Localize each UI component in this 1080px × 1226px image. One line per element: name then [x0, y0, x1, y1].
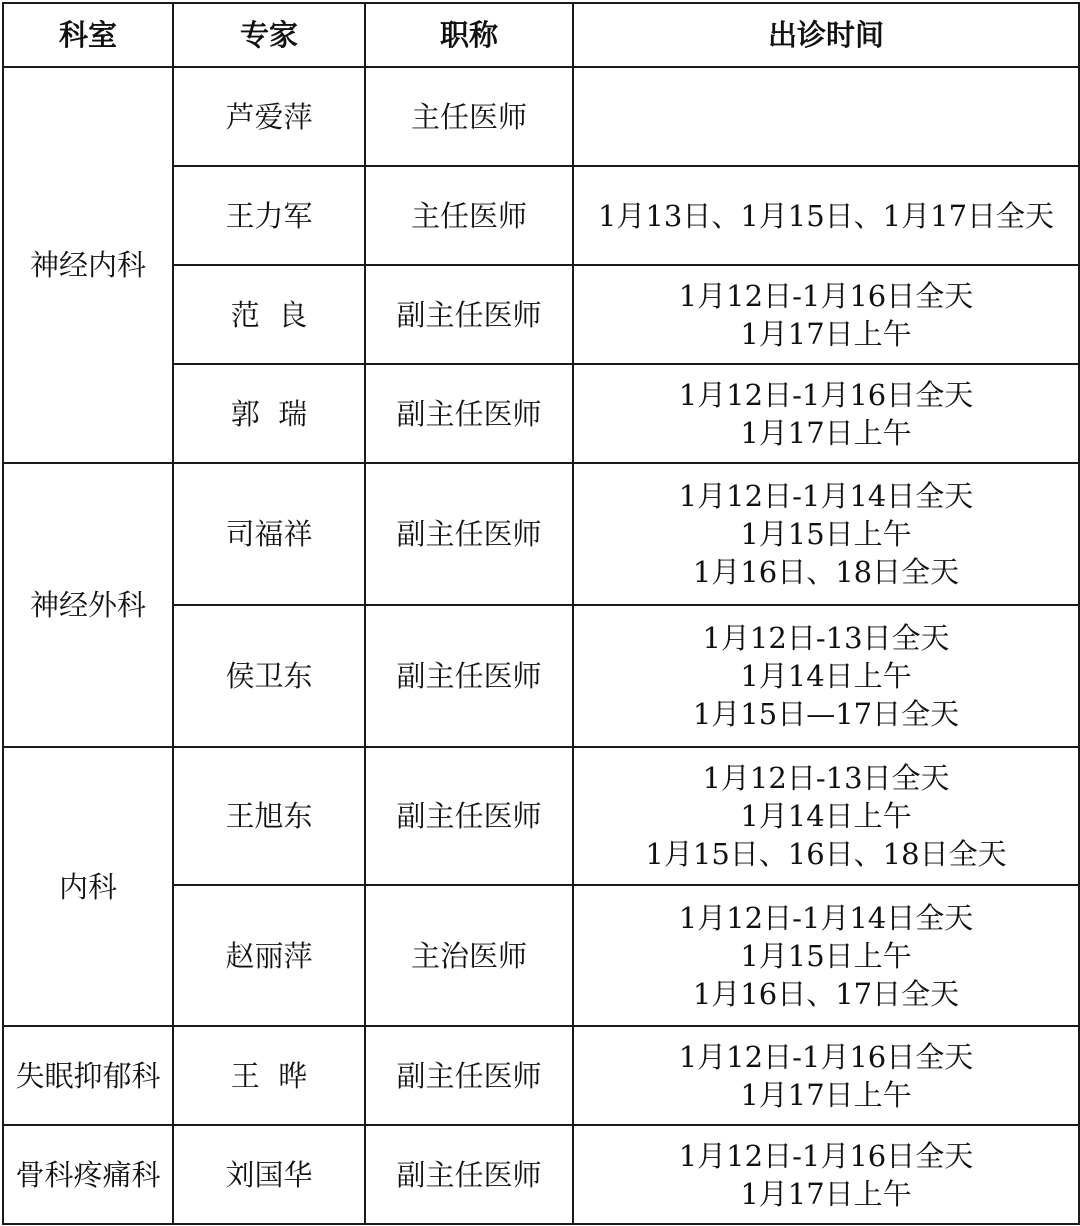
schedule-cell [573, 67, 1079, 166]
header-schedule: 出诊时间 [573, 3, 1079, 67]
department-cell: 失眠抑郁科 [3, 1026, 173, 1125]
table-row [3, 1125, 1079, 1224]
schedule-cell [573, 885, 1079, 1026]
expert-cell: 刘国华 [173, 1125, 365, 1224]
department-cell: 神经内科 [3, 67, 173, 463]
schedule-line: 1月17日上午 [740, 1176, 912, 1211]
schedule-line: 1月12日-1月14日全天 [678, 479, 974, 513]
table-row [3, 463, 1079, 605]
title-cell: 副主任医师 [365, 265, 573, 364]
header-expert: 专家 [173, 3, 365, 67]
header-department: 科室 [3, 3, 173, 67]
table-row [3, 67, 1079, 166]
expert-cell: 王 晔 [173, 1026, 365, 1125]
schedule-line: 1月16日、17日全天 [692, 976, 960, 1011]
schedule-line: 1月17日上午 [740, 415, 912, 450]
schedule-cell [573, 1125, 1079, 1224]
schedule-cell [573, 463, 1079, 605]
title-cell: 副主任医师 [365, 364, 573, 463]
schedule-line: 1月12日-1月16日全天 [678, 1039, 974, 1074]
title-cell: 副主任医师 [365, 747, 573, 885]
schedule-line: 1月12日-1月16日全天 [678, 278, 974, 313]
schedule-line: 1月15日上午 [740, 938, 912, 973]
schedule-line: 1月13日、1月15日、1月17日全天 [597, 198, 1055, 233]
schedule-line: 1月15日上午 [740, 517, 912, 551]
schedule-line: 1月16日、18日全天 [692, 555, 960, 589]
doctor-schedule-table [2, 2, 1080, 1225]
schedule-line: 1月12日-13日全天 [702, 621, 950, 655]
header-row [3, 3, 1079, 67]
table-row [3, 1026, 1079, 1125]
expert-cell: 王力军 [173, 166, 365, 265]
schedule-line: 1月14日上午 [740, 659, 912, 693]
schedule-line: 1月15日、16日、18日全天 [645, 837, 1007, 871]
schedule-line: 1月12日-1月14日全天 [678, 900, 974, 935]
schedule-line: 1月12日-1月16日全天 [678, 377, 974, 412]
schedule-cell [573, 364, 1079, 463]
header-title: 职称 [365, 3, 573, 67]
schedule-line: 1月15日—17日全天 [692, 697, 960, 731]
expert-cell: 赵丽萍 [173, 885, 365, 1026]
table-row [3, 747, 1079, 885]
expert-cell: 侯卫东 [173, 605, 365, 747]
expert-cell: 王旭东 [173, 747, 365, 885]
title-cell: 副主任医师 [365, 1026, 573, 1125]
expert-cell: 郭 瑞 [173, 364, 365, 463]
title-cell: 主治医师 [365, 885, 573, 1026]
expert-cell: 司福祥 [173, 463, 365, 605]
title-cell: 副主任医师 [365, 1125, 573, 1224]
schedule-line: 1月17日上午 [740, 1077, 912, 1112]
schedule-line: 1月17日上午 [740, 316, 912, 351]
title-cell: 主任医师 [365, 67, 573, 166]
schedule-cell [573, 166, 1079, 265]
schedule-line: 1月14日上午 [740, 799, 912, 833]
department-cell: 神经外科 [3, 463, 173, 747]
title-cell: 副主任医师 [365, 463, 573, 605]
title-cell: 主任医师 [365, 166, 573, 265]
expert-cell: 芦爱萍 [173, 67, 365, 166]
department-cell: 骨科疼痛科 [3, 1125, 173, 1224]
title-cell: 副主任医师 [365, 605, 573, 747]
schedule-line: 1月12日-1月16日全天 [678, 1138, 974, 1173]
schedule-cell [573, 605, 1079, 747]
expert-cell: 范 良 [173, 265, 365, 364]
schedule-cell [573, 747, 1079, 885]
schedule-cell [573, 1026, 1079, 1125]
schedule-line: 1月12日-13日全天 [702, 761, 950, 795]
department-cell: 内科 [3, 747, 173, 1026]
schedule-cell [573, 265, 1079, 364]
